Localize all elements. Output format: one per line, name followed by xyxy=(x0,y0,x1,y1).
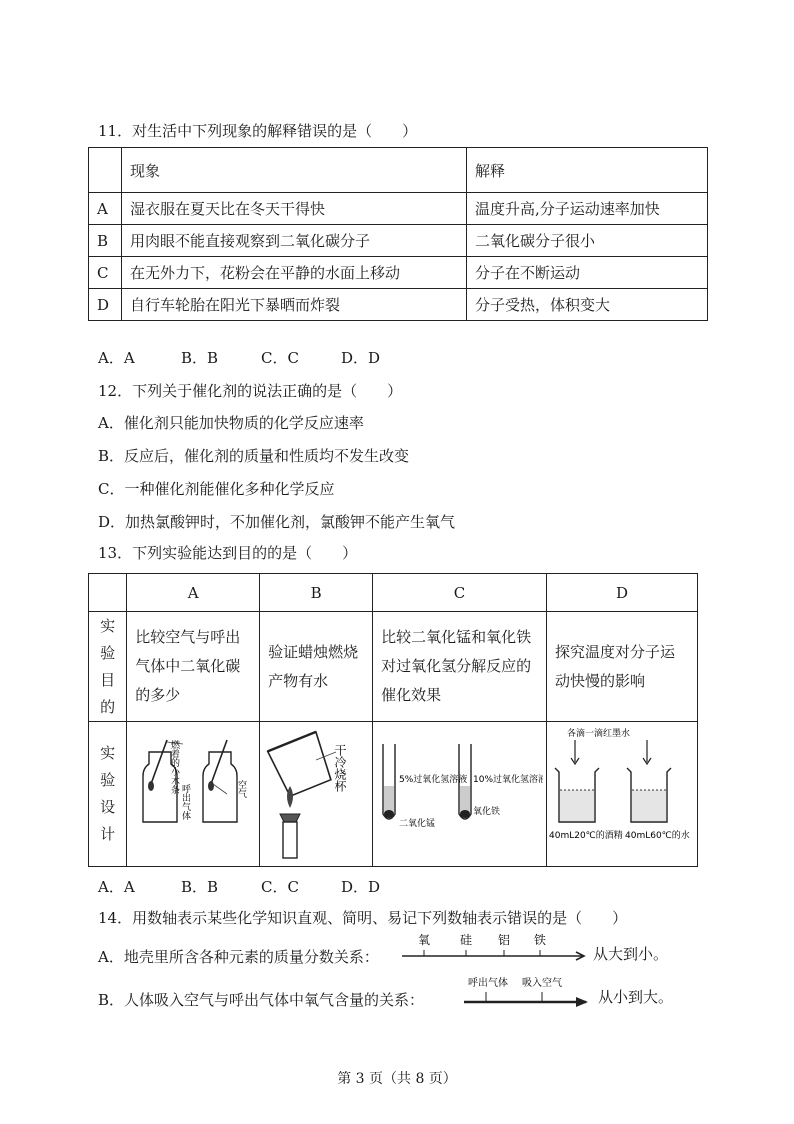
q12-option-d: D．加热氯酸钾时，不加催化剂，氯酸钾不能产生氧气 xyxy=(98,513,456,531)
left-solution-label: 5%过氧化氢溶液 xyxy=(399,775,468,785)
q13-purpose-c: 比较二氧化锰和氧化铁对过氧化氢分解反应的催化效果 xyxy=(373,612,547,722)
q11-row-label: D xyxy=(89,289,122,321)
air-label: 空气 xyxy=(236,780,247,798)
q14-b-number-line xyxy=(462,972,592,1010)
q11-row xyxy=(89,225,708,257)
q11-row-explanation: 分子在不断运动 xyxy=(467,257,708,289)
q11-header-row xyxy=(89,148,708,193)
q11-row-phenomenon: 在无外力下，花粉会在平静的水面上移动 xyxy=(122,257,467,289)
q14-a-suffix: 从大到小。 xyxy=(593,945,669,963)
q14-option-a: A．地壳里所含各种元素的质量分数关系： xyxy=(98,948,379,966)
axis-label-iron: 铁 xyxy=(534,933,547,947)
q12-option-a: A．催化剂只能加快物质的化学反应速率 xyxy=(98,414,364,432)
exhaled-label: 呼出气体 xyxy=(180,784,191,820)
q13-purpose-row xyxy=(89,612,698,722)
q13-row1-label: 实验目的 xyxy=(89,612,127,722)
right-catalyst-label: 氧化铁 xyxy=(473,807,501,817)
q11-row-label: C xyxy=(89,257,122,289)
q13-figure-a xyxy=(127,722,260,867)
axis-label-exhaled: 呼出气体 xyxy=(468,978,508,989)
q13-purpose-d: 探究温度对分子运动快慢的影响 xyxy=(547,612,698,722)
axis-label-aluminum: 铝 xyxy=(498,933,511,947)
beakers-figure xyxy=(547,722,697,862)
q12-stem: 12．下列关于催化剂的说法正确的是（ ） xyxy=(98,382,403,400)
q13-table xyxy=(88,573,698,867)
water-label: 40mL60℃的水 xyxy=(625,831,690,841)
q13-stem: 13．下列实验能达到目的的是（ ） xyxy=(98,544,358,562)
candle-beaker-figure xyxy=(260,722,370,862)
q11-row-phenomenon: 自行车轮胎在阳光下暴晒而炸裂 xyxy=(122,289,467,321)
q13-col-d: D xyxy=(547,574,698,612)
q11-stem: 11．对生活中下列现象的解释错误的是（ ） xyxy=(98,122,418,140)
q13-col-b: B xyxy=(260,574,373,612)
alcohol-label: 40mL20℃的酒精 xyxy=(549,831,623,841)
beaker-label: 干冷烧杯 xyxy=(333,744,348,792)
q11-header-explanation: 解释 xyxy=(467,148,708,193)
q13-option-c: C．C xyxy=(261,878,299,896)
q11-option-a: A．A xyxy=(98,349,135,367)
right-solution-label: 10%过氧化氢溶液 xyxy=(473,775,544,785)
q11-header-phenomenon: 现象 xyxy=(122,148,467,193)
q13-header-corner xyxy=(89,574,127,612)
q11-table xyxy=(88,147,708,321)
q11-row-explanation: 分子受热，体积变大 xyxy=(467,289,708,321)
q11-row-phenomenon: 用肉眼不能直接观察到二氧化碳分子 xyxy=(122,225,467,257)
q12-option-b: B．反应后，催化剂的质量和性质均不发生改变 xyxy=(98,447,410,465)
q13-figure-c xyxy=(373,722,547,867)
q13-col-c: C xyxy=(373,574,547,612)
q13-header-row xyxy=(89,574,698,612)
page-footer: 第 3 页（共 8 页） xyxy=(337,1071,457,1087)
q13-row2-label: 实验设计 xyxy=(89,722,127,867)
q11-row xyxy=(89,257,708,289)
q14-a-number-line xyxy=(398,930,588,966)
axis-label-silicon: 硅 xyxy=(460,933,473,947)
q13-col-a: A xyxy=(127,574,260,612)
q11-header-corner xyxy=(89,148,122,193)
q11-row xyxy=(89,193,708,225)
test-tubes-figure xyxy=(373,722,543,862)
axis-label-inhaled: 吸入空气 xyxy=(522,978,562,989)
drop-label: 各滴一滴红墨水 xyxy=(567,729,631,739)
gas-bottles-figure xyxy=(127,722,257,862)
q13-option-a: A．A xyxy=(98,878,135,896)
q13-purpose-b: 验证蜡烛燃烧产物有水 xyxy=(260,612,373,722)
q11-option-b: B．B xyxy=(181,349,219,367)
q11-option-d: D．D xyxy=(341,349,381,367)
left-catalyst-label: 二氧化锰 xyxy=(399,819,436,829)
q11-row-explanation: 温度升高,分子运动速率加快 xyxy=(467,193,708,225)
q11-row-label: B xyxy=(89,225,122,257)
q14-option-b: B．人体吸入空气与呼出气体中氧气含量的关系： xyxy=(98,991,425,1009)
q13-option-d: D．D xyxy=(341,878,381,896)
q11-row xyxy=(89,289,708,321)
axis-label-oxygen: 氧 xyxy=(418,933,431,947)
q13-option-b: B．B xyxy=(181,878,219,896)
q11-row-label: A xyxy=(89,193,122,225)
q11-row-explanation: 二氧化碳分子很小 xyxy=(467,225,708,257)
q13-figure-b xyxy=(260,722,373,867)
q14-stem: 14．用数轴表示某些化学知识直观、简明、易记下列数轴表示错误的是（ ） xyxy=(98,909,628,927)
q11-row-phenomenon: 湿衣服在夏天比在冬天干得快 xyxy=(122,193,467,225)
q14-b-suffix: 从小到大。 xyxy=(598,988,674,1006)
q11-option-c: C．C xyxy=(261,349,299,367)
q12-option-c: C．一种催化剂能催化多种化学反应 xyxy=(98,480,335,498)
q13-purpose-a: 比较空气与呼出气体中二氧化碳的多少 xyxy=(127,612,260,722)
q13-figure-d xyxy=(547,722,698,867)
match-label: 燃着的小木条 xyxy=(169,740,180,794)
q13-design-row xyxy=(89,722,698,867)
